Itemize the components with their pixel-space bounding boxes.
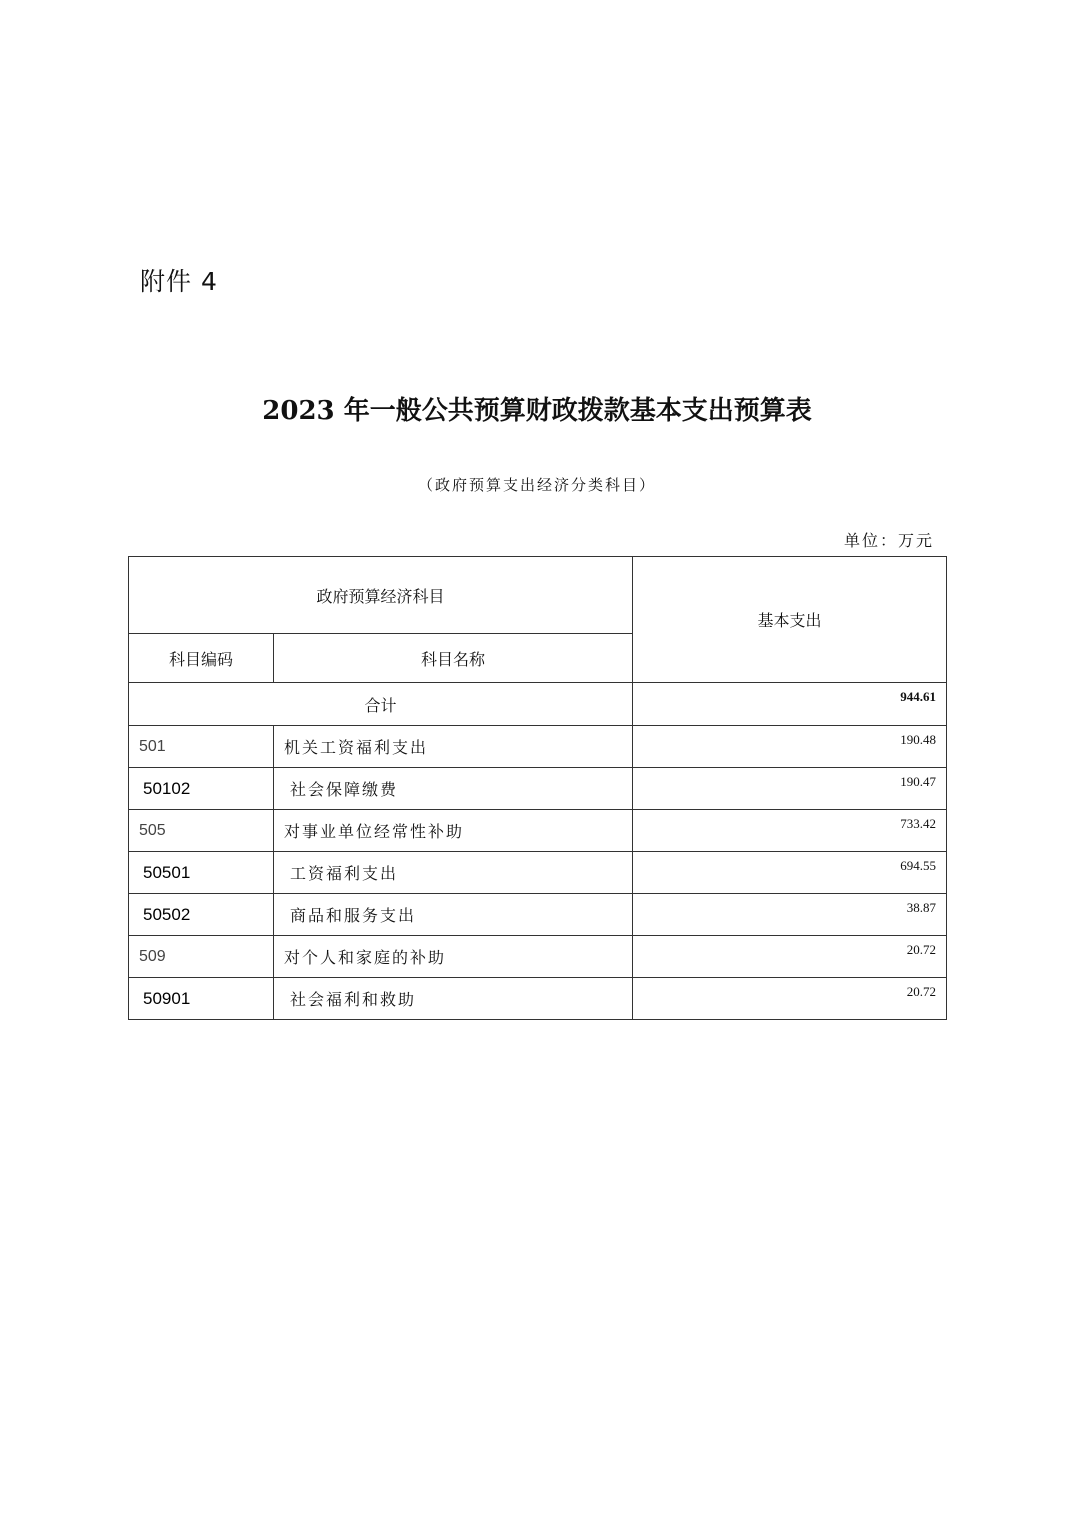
total-value: 944.61 bbox=[633, 683, 947, 726]
subject-code: 501 bbox=[129, 726, 274, 768]
subject-name: 社会保障缴费 bbox=[274, 768, 633, 810]
subject-name: 商品和服务支出 bbox=[274, 894, 633, 936]
subject-code: 50901 bbox=[129, 978, 274, 1020]
header-economic-subject: 政府预算经济科目 bbox=[129, 557, 633, 634]
subject-name: 对个人和家庭的补助 bbox=[274, 936, 633, 978]
table-row bbox=[129, 894, 947, 936]
document-subtitle: （政府预算支出经济分类科目） bbox=[417, 476, 656, 494]
basic-expenditure-amount: 38.87 bbox=[633, 894, 947, 936]
subject-name: 社会福利和救助 bbox=[274, 978, 633, 1020]
basic-expenditure-amount: 20.72 bbox=[633, 978, 947, 1020]
table-row bbox=[129, 810, 947, 852]
subject-name: 工资福利支出 bbox=[274, 852, 633, 894]
attachment-label: 附件 4 bbox=[140, 267, 218, 296]
subject-code: 509 bbox=[129, 936, 274, 978]
table-row bbox=[129, 768, 947, 810]
subject-code: 505 bbox=[129, 810, 274, 852]
unit-label: 单位：万元 bbox=[843, 531, 934, 550]
subject-code: 50502 bbox=[129, 894, 274, 936]
table-row bbox=[129, 936, 947, 978]
basic-expenditure-amount: 190.47 bbox=[633, 768, 947, 810]
basic-expenditure-amount: 20.72 bbox=[633, 936, 947, 978]
basic-expenditure-amount: 694.55 bbox=[633, 852, 947, 894]
subject-name: 对事业单位经常性补助 bbox=[274, 810, 633, 852]
subject-code: 50501 bbox=[129, 852, 274, 894]
header-basic-expenditure: 基本支出 bbox=[633, 557, 947, 683]
total-row bbox=[129, 683, 947, 726]
header-subject-code: 科目编码 bbox=[129, 634, 274, 683]
document-title: 2023 年一般公共预算财政拨款基本支出预算表 bbox=[262, 396, 812, 426]
budget-table bbox=[128, 556, 947, 1020]
basic-expenditure-amount: 190.48 bbox=[633, 726, 947, 768]
table-row bbox=[129, 978, 947, 1020]
header-subject-name: 科目名称 bbox=[274, 634, 633, 683]
table-row bbox=[129, 852, 947, 894]
basic-expenditure-amount: 733.42 bbox=[633, 810, 947, 852]
table-row bbox=[129, 726, 947, 768]
subject-name: 机关工资福利支出 bbox=[274, 726, 633, 768]
subject-code: 50102 bbox=[129, 768, 274, 810]
total-label: 合计 bbox=[129, 683, 633, 726]
